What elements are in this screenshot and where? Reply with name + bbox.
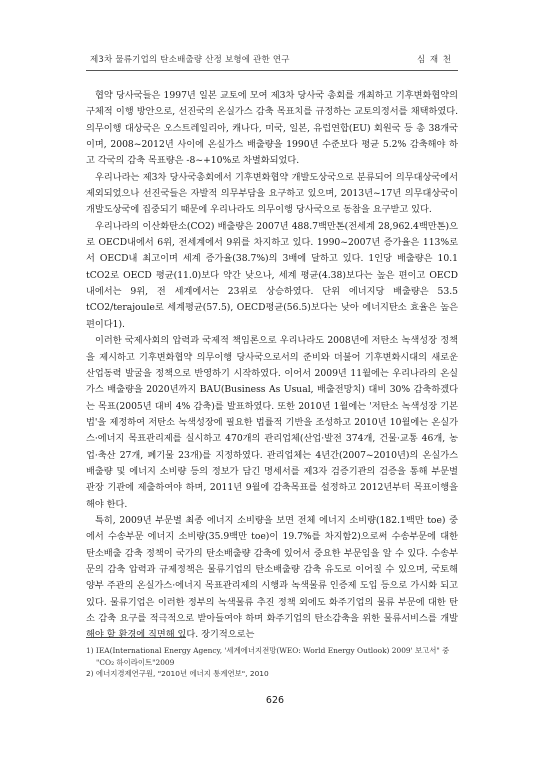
running-header: [86, 50, 458, 70]
header-divider: [86, 70, 458, 71]
footnote-1: 1) IEA(International Energy Agency, '세계에너지전망(WEO: World Energy Outlook) 2009' 보고서" 중 "CO₂ 하이라이트"2009: [86, 646, 450, 667]
footnote-divider: [86, 637, 186, 638]
paragraph: 우리나라는 제3차 당사국총회에서 기후변화협약 개발도상국으로 분류되어 의무대상국에서 제외되었으나 선진국들은 자발적 의무부담을 요구하고 있으며, 2013년~17년 의무대상국이 개발도상국에 집중되기 때문에 우리나라도 의무이행 당사국으로 동참을 요구받고 있다.: [86, 171, 458, 216]
page-number: 626: [265, 695, 285, 706]
paragraph: 특히, 2009년 부문별 최종 에너지 소비량을 보면 전체 에너지 소비량(182.1백만 toe) 중에서 수송부문 에너지 소비량(35.9백만 toe)이 19.7%를 차지함2)으로써 수송부문에 대한 탄소배출 감축 정책이 국가의 탄소배출량 감축에 있어서 중요한 부문임을 알 수 있다. 수송부문의 감축 압력과 규제정책은 물류기업의 탄소배출량 감축 유도로 이어질 수 있으며, 국토해양부 주관의 온실가스·에너지 목표관리제의 시행과 녹색물류 인증제 도입 등으로 가시화 되고 있다. 물류기업은 이러한 정부의 녹색물류 추진 정책 외에도 화주기업의 물류 부문에 대한 탄소 감축 요구를 적극적으로 받아들여야 하며 화주기업의 탄소감축을 위한 물류서비스를 개발해야 할 환경에 직면해 있다. 장기적으로는: [86, 514, 458, 641]
header-title: 제3차 물류기업의 탄소배출량 산정 보형에 관한 연구: [90, 55, 290, 65]
footnotes: [86, 645, 458, 680]
body-text: [86, 88, 458, 644]
footnote-2: 2) 에너지경제연구원, "2010년 에너지 통계연보", 2010: [86, 669, 269, 678]
paragraph: 협약 당사국들은 1997년 일본 교토에 모여 제3차 당사국 총회를 개최하고 기후변화협약의 구체적 이행 방안으로, 선진국의 온실가스 감축 목표치를 규정하는 교토의정서를 채택하였다. 의무이행 대상국은 오스트레일리아, 캐나다, 미국, 일본, 유럽연합(EU) 회원국 등 총 38개국이며, 2008~2012년 사이에 온실가스 배출량을 1990년 수준보다 평균 5.2% 감축해야 하고 각국의 감축 목표량은 -8~+10%로 차별화되었다.: [86, 90, 458, 167]
paragraph: 우리나라의 이산화탄소(CO2) 배출량은 2007년 488.7백만톤(전세계 28,962.4백만톤)으로 OECD내에서 6위, 전세계에서 9위를 차지하고 있다. 1990~2007년 증가율은 113%로서 OECD내 최고이며 세계 증가율(38.7%)의 3배에 달하고 있다. 1인당 배출량은 10.1 tCO2로 OECD 평균(11.0)보다 약간 낮으나, 세계 평균(4.38)보다는 높은 편이고 OECD 내에서는 9위, 전 세계에서는 23위로 상승하였다. 단위 에너지당 배출량은 53.5 tCO2/terajoule로 세계평균(57.5), OECD평균(56.5)보다는 낮아 에너지탄소 효율은 높은 편이다1).: [86, 220, 458, 330]
paragraph: 이러한 국제사회의 압력과 국제적 책임론으로 우리나라도 2008년에 저탄소 녹색성장 정책을 제시하고 기후변화협약 의무이행 당사국으로서의 준비와 더불어 기후변화시대의 새로운 산업동력 발굴을 정책으로 반영하기 시작하였다. 이어서 2009년 11월에는 우리나라의 온실가스 배출량을 2020년까지 BAU(Business As Usual, 배출전망치) 대비 30% 감축하겠다는 목표(2005년 대비 4% 감축)를 발표하였다. 또한 2010년 1월에는 '저탄소 녹색성장 기본법'을 제정하여 저탄소 녹색성장에 필요한 법률적 기반을 조성하고 2010년 10월에는 온실가스·에너지 목표관리제를 실시하고 470개의 관리업체(산업·발전 374개, 건물·교통 46개, 농업·축산 27개, 폐기물 23개)를 지정하였다. 관리업체는 4년간(2007~2010년)의 온실가스 배출량 및 에너지 소비량 등의 정보가 담긴 명세서를 제3자 검증기관의 검증을 통해 부문별 관장 기관에 제출하여야 하며, 2011년 9월에 감축목표를 설정하고 2012년부터 목표이행을 해야 한다.: [86, 335, 458, 510]
header-author: 심 재 천: [416, 55, 452, 65]
